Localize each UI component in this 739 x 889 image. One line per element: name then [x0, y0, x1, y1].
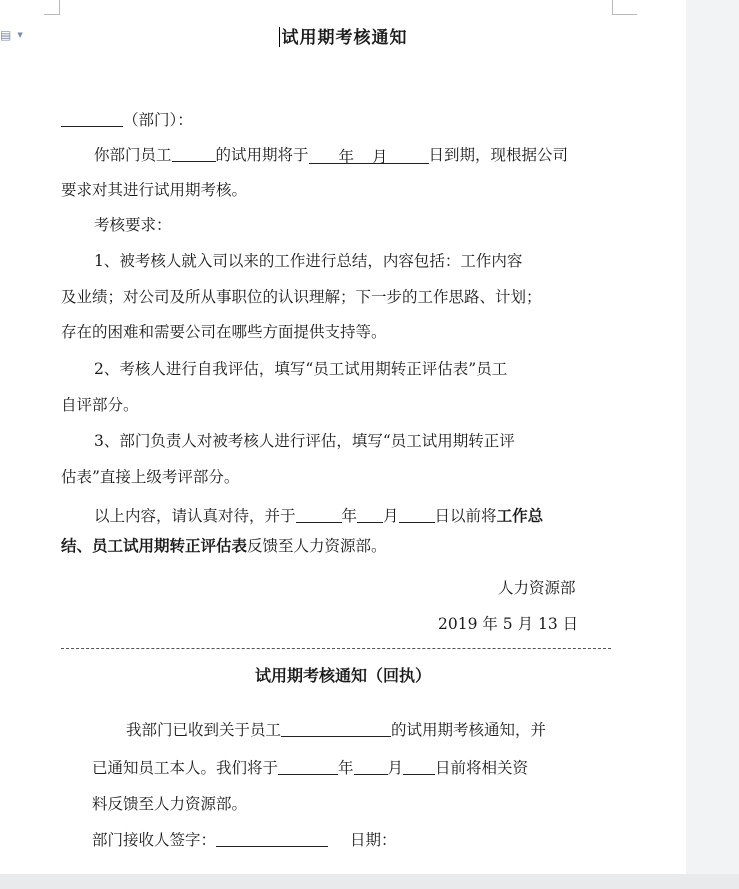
paragraph-line: 你部门员工 的试用期将于 年 月 日到期，现根据公司: [94, 146, 569, 166]
deadline-month-blank[interactable]: [357, 506, 383, 523]
department-line: （部门）：: [61, 110, 193, 130]
cut-line: [61, 648, 611, 649]
margin-corner-marker: [44, 0, 60, 15]
status-bar: [0, 874, 739, 889]
margin-corner-marker: [612, 0, 637, 15]
receipt-signature-line: 部门接收人签字： 日期：: [92, 831, 397, 849]
requirement-item: 1、被考核人就入司以来的工作进行总结，内容包括：工作内容: [94, 252, 523, 270]
paragraph-line: 要求对其进行试用期考核。: [61, 181, 248, 199]
receipt-year-blank[interactable]: [278, 758, 338, 775]
signature-date: 2019 年 5 月 13 日: [438, 615, 579, 633]
receipt-month-blank[interactable]: [354, 758, 388, 775]
receipt-paragraph: 料反馈至人力资源部。: [92, 795, 248, 813]
deadline-day-blank[interactable]: [399, 506, 435, 523]
document-title: 试用期考核通知: [0, 23, 686, 48]
requirement-item: 存在的困难和需要公司在哪些方面提供支持等。: [61, 323, 387, 341]
department-blank[interactable]: [61, 110, 123, 127]
receipt-paragraph: 已通知员工本人。我们将于 年 月 日前将相关资: [92, 759, 529, 777]
receipt-title: 试用期考核通知（回执）: [254, 666, 431, 685]
requirement-item: 自评部分。: [61, 396, 139, 414]
requirement-item: 2、考核人进行自我评估，填写“员工试用期转正评估表”员工: [94, 360, 508, 378]
receiver-signature-blank[interactable]: [216, 830, 328, 847]
deadline-year-blank[interactable]: [296, 506, 342, 523]
receipt-day-blank[interactable]: [403, 758, 435, 775]
signer-name: 人力资源部: [498, 579, 576, 597]
expiry-date-blank[interactable]: 年 月: [309, 147, 429, 164]
requirements-heading: 考核要求：: [94, 216, 172, 234]
receipt-paragraph: 我部门已收到关于员工 的试用期考核通知，并: [126, 721, 547, 739]
requirement-item: 3、部门负责人对被考核人进行评估，填写“员工试用期转正评: [94, 432, 515, 450]
text-cursor: [279, 27, 280, 47]
closing-paragraph: 结、员工试用期转正评估表反馈至人力资源部。: [61, 536, 387, 555]
closing-paragraph: 以上内容，请认真对待，并于 年 月 日以前将工作总: [94, 506, 544, 525]
receipt-employee-blank[interactable]: [281, 720, 391, 737]
employee-name-blank[interactable]: [172, 145, 216, 162]
requirement-item: 估表”直接上级考评部分。: [61, 468, 240, 486]
requirement-item: 及业绩；对公司及所从事职位的认识理解；下一步的工作思路、计划；: [61, 288, 542, 306]
navigation-pane-icon[interactable]: ▤ ▼: [0, 28, 23, 42]
